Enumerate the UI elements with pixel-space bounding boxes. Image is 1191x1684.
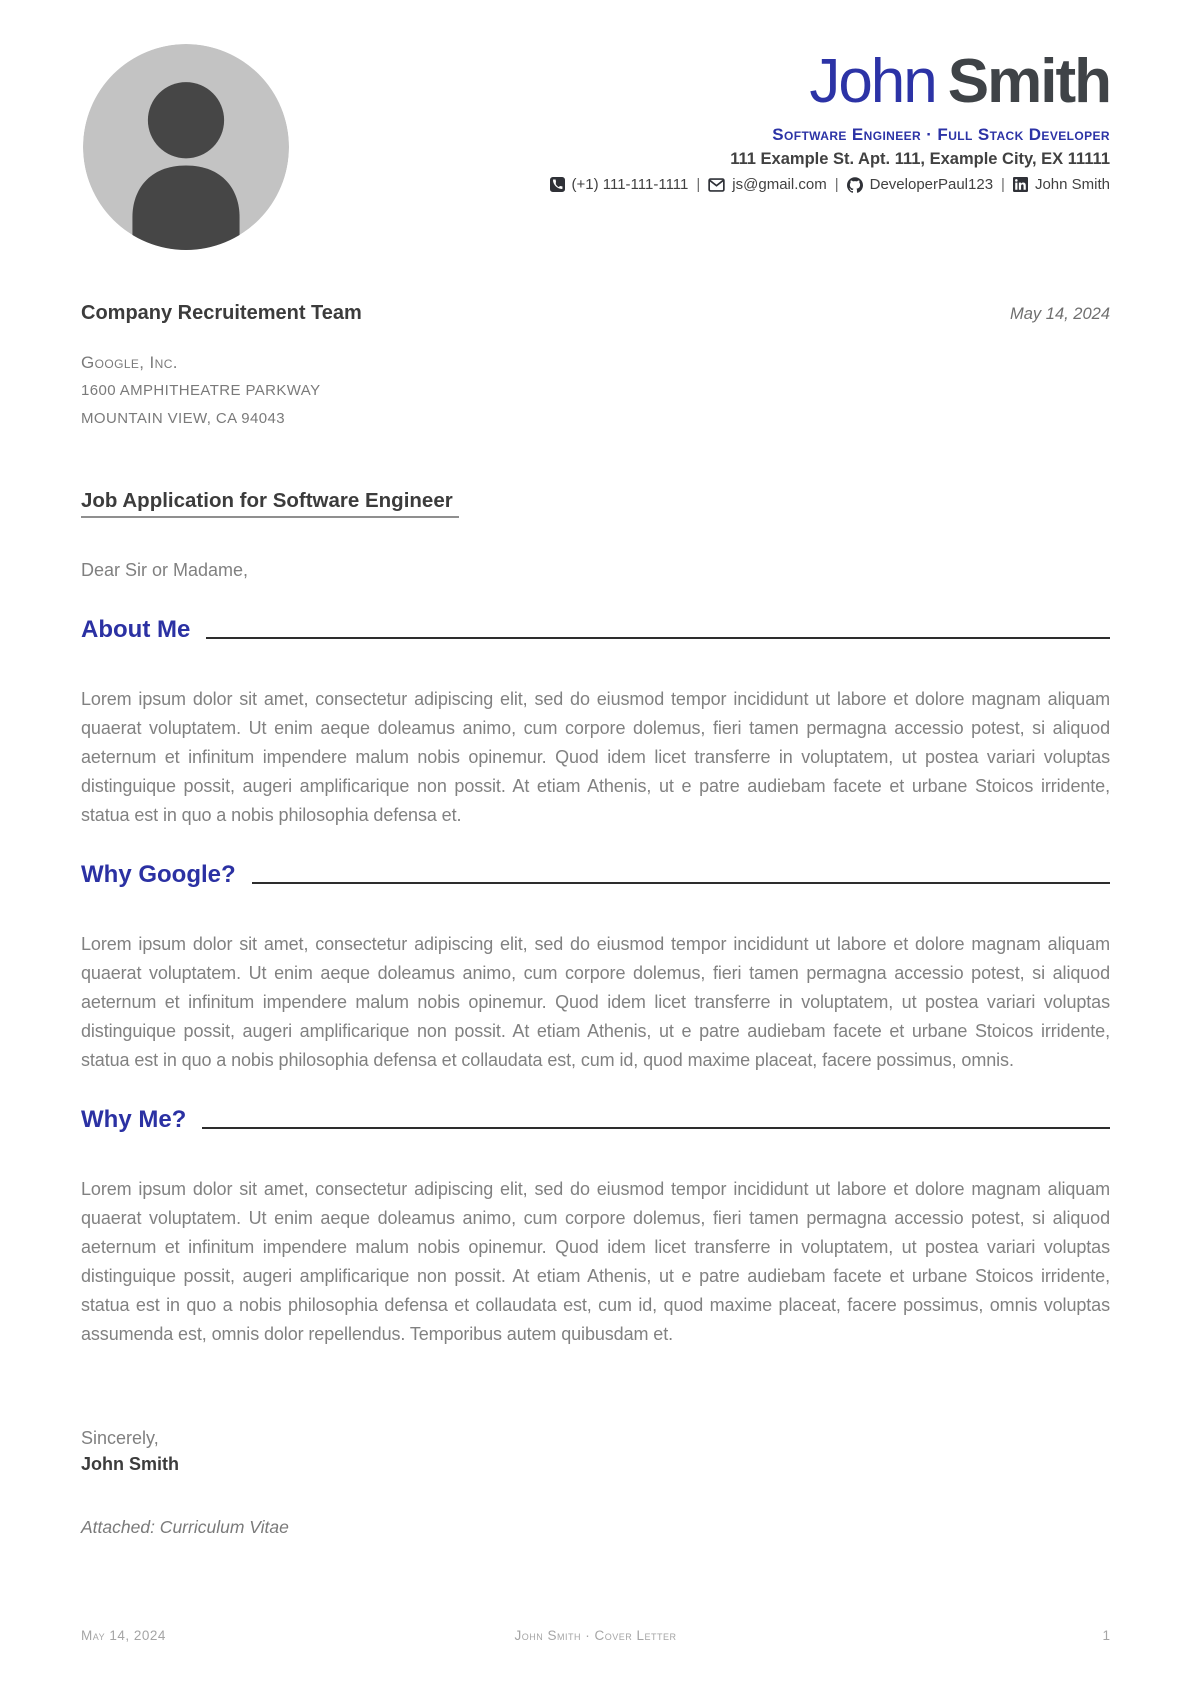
applicant-address: 111 Example St. Apt. 111, Example City, EX 11111 — [730, 150, 1110, 168]
section-title: About Me — [81, 616, 191, 643]
contact-row — [289, 176, 1110, 193]
separator: | — [696, 176, 701, 193]
first-name: John — [809, 47, 936, 116]
section-rule — [206, 637, 1110, 639]
avatar — [83, 44, 289, 250]
separator: | — [1001, 176, 1005, 193]
recipient-address-block — [81, 349, 1110, 433]
separator: | — [834, 176, 839, 193]
recipient-row — [81, 302, 1110, 325]
email-icon — [708, 178, 725, 192]
recipient-company: Google, Inc. — [81, 353, 178, 372]
valediction: Sincerely, — [81, 1428, 159, 1448]
subject-line: Job Application for Software Engineer — [81, 489, 459, 518]
section-heading — [81, 613, 1110, 647]
salutation: Dear Sir or Madame, — [81, 560, 249, 580]
section-heading — [81, 858, 1110, 892]
letter-date: May 14, 2024 — [1010, 305, 1110, 323]
subject-wrap — [81, 489, 1110, 518]
header-text — [289, 44, 1110, 193]
last-name: Smith — [947, 47, 1110, 116]
header — [81, 0, 1110, 250]
phone-icon — [550, 177, 565, 192]
section-rule — [202, 1127, 1110, 1129]
section-title: Why Me? — [81, 1106, 187, 1133]
recipient-street: 1600 AMPHITHEATRE PARKWAY — [81, 382, 321, 399]
linkedin-icon — [1013, 177, 1028, 192]
signature-name: John Smith — [81, 1454, 179, 1474]
section-title: Why Google? — [81, 861, 236, 888]
section-body: Lorem ipsum dolor sit amet, consectetur adipiscing elit, sed do eiusmod tempor incididunt ut labore et dolore magnam aliquam quaerat voluptatem. Ut enim aeque doleamus animo, cum corpore dolemus, fieri tamen permagna accessio potest, si aliquod aeternum et infinitum impendere malum nobis opinemur. Quod idem licet transferre in voluptatem, ut postea variari voluptas distinguique possit, augeri amplificarique non possit. At etiam Athenis, ut e patre audiebam facete et urbane Stoicos irridente, statua est in quo a nobis philosophia defensa et collaudata est, cum id, quod maxime placeat, facere possimus, omnis voluptas assumenda est, omnis dolor repellendus. Temporibus autem quibusdam et. — [81, 1179, 1110, 1344]
attachment-note: Attached: Curriculum Vitae — [81, 1517, 289, 1537]
section-rule — [252, 882, 1110, 884]
github-icon — [847, 177, 863, 193]
applicant-name — [289, 47, 1110, 116]
phone-number: (+1) 111-111-1111 — [571, 176, 689, 193]
position-title: Software Engineer · Full Stack Developer — [772, 125, 1110, 144]
section-about-me — [81, 613, 1110, 830]
section-heading — [81, 1103, 1110, 1137]
page-footer — [81, 1628, 1110, 1652]
recipient-name: Company Recruitement Team — [81, 302, 362, 324]
linkedin-name: John Smith — [1034, 176, 1110, 193]
section-why-google — [81, 858, 1110, 1075]
section-body: Lorem ipsum dolor sit amet, consectetur adipiscing elit, sed do eiusmod tempor incididunt ut labore et dolore magnam aliquam quaerat voluptatem. Ut enim aeque doleamus animo, cum corpore dolemus, fieri tamen permagna accessio potest, si aliquod aeternum et infinitum impendere malum nobis opinemur. Quod idem licet transferre in voluptatem, ut postea variari voluptas distinguique possit, augeri amplificarique non possit. At etiam Athenis, ut e patre audiebam facete et urbane Stoicos irridente, statua est in quo a nobis philosophia defensa et collaudata est, cum id, quod maxime placeat, facere possimus, omnis. — [81, 934, 1110, 1070]
footer-page-number: 1 — [1102, 1628, 1110, 1643]
section-why-me — [81, 1103, 1110, 1349]
footer-date: May 14, 2024 — [81, 1628, 166, 1643]
email-address: js@gmail.com — [732, 176, 827, 193]
person-icon — [83, 44, 289, 250]
closing-block — [81, 1425, 1110, 1477]
github-username: DeveloperPaul123 — [869, 176, 994, 193]
section-body: Lorem ipsum dolor sit amet, consectetur adipiscing elit, sed do eiusmod tempor incididunt ut labore et dolore magnam aliquam quaerat voluptatem. Ut enim aeque doleamus animo, cum corpore dolemus, fieri tamen permagna accessio potest, si aliquod aeternum et infinitum impendere malum nobis opinemur. Quod idem licet transferre in voluptatem, ut postea variari voluptas distinguique possit, augeri amplificarique non possit. At etiam Athenis, ut e patre audiebam facete et urbane Stoicos irridente, statua est in quo a nobis philosophia defensa et. — [81, 689, 1110, 825]
footer-title: John Smith · Cover Letter — [514, 1628, 677, 1643]
recipient-city: MOUNTAIN VIEW, CA 94043 — [81, 410, 285, 427]
